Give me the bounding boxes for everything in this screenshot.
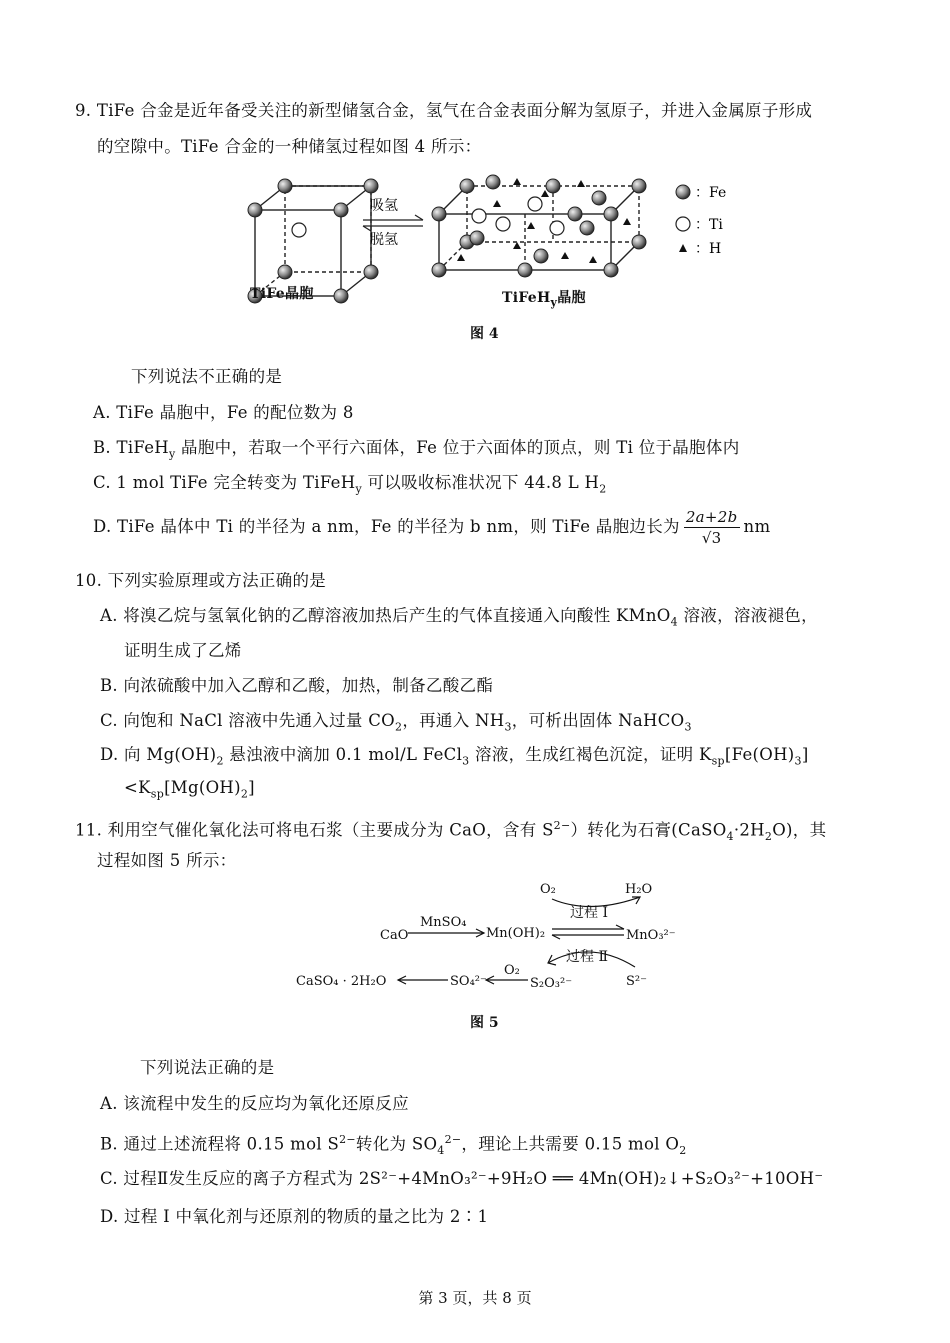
process-1-label: 过程 Ⅰ [570,905,608,921]
o2-bottom-label: O₂ [504,963,520,978]
mnoh2-label: Mn(OH)₂ [486,926,546,941]
figure-5-process-diagram [290,875,690,1005]
q11-option-b: B. 通过上述流程将 0.15 mol $S^{2-}$转化为 $SO_4^{2-}$，理论上共需要 0.15 mol $O_2$ [100,1133,687,1157]
q9-stem-line2: 的空隙中。TiFe 合金的一种储氢过程如图 4 所示： [97,137,482,156]
desorb-label: 脱氢 [370,232,398,248]
h2o-top-label: H₂O [625,882,653,897]
q10-stem: 10. 下列实验原理或方法正确的是 [75,571,327,590]
caso4-label: CaSO₄ · 2H₂O [296,974,387,989]
q11-stem-line2: 过程如图 5 所示： [97,851,237,870]
q9-option-a: A. TiFe 晶胞中，Fe 的配位数为 8 [93,403,354,422]
q10-option-c: C. 向饱和 NaCl 溶液中先通入过量 $CO_2$，再通入 $NH_3$，可析出固体 NaHCO$_3$ [100,711,692,734]
edge-length-fraction: $\frac{2a+2b}{√3}$ [685,508,738,547]
q9-option-c: C. 1 mol TiFe 完全转变为 TiFeH$_y$ 可以吸收标准状况下 44.8 L $H_2$ [93,473,607,496]
figure-5-caption: 图 5 [470,1015,499,1031]
q10-option-b: B. 向浓硫酸中加入乙醇和乙酸，加热，制备乙酸乙酯 [100,676,494,695]
q10-option-d-line1: D. 向 $Mg(OH)_2$ 悬浊液中滴加 0.1 mol/L FeCl$_3$ 溶液，生成红褐色沉淀，证明 $K_{sp}[Fe(OH)_3]$ [100,745,809,768]
tifehy-cell-label: TiFeH$_y$晶胞 [502,290,586,309]
legend-fe: ：Fe [695,185,727,201]
s2-label: S²⁻ [626,974,647,989]
mnso4-label: MnSO₄ [420,915,467,930]
q11-option-c: C. 过程Ⅱ发生反应的离子方程式为 2S²⁻+4MnO₃²⁻+9H₂O ══ 4Mn(OH)₂↓+S₂O₃²⁻+10OH⁻ [100,1169,824,1188]
figure-4-caption: 图 4 [470,326,499,342]
q9-option-d: D. TiFe 晶体中 Ti 的半径为 a nm，Fe 的半径为 b nm，则 TiFe 晶胞边长为 $\frac{2a+2b}{√3}$ nm [93,508,771,547]
q9-stem-line1: 9. TiFe 合金是近年备受关注的新型储氢合金，氢气在合金表面分解为氢原子，并进入金属原子形成 [75,101,813,120]
tife-cell [255,186,371,296]
so4-label: SO₄²⁻ [450,974,487,989]
q9-prompt: 下列说法不正确的是 [131,367,283,386]
q11-option-d: D. 过程 Ⅰ 中氧化剂与还原剂的物质的量之比为 2∶1 [100,1207,489,1226]
tife-cell-label: TiFe晶胞 [250,286,314,302]
q10-option-d-line2: $<K_{sp}[Mg(OH)_2]$ [124,778,255,801]
q10-option-a-line1: A. 将溴乙烷与氢氧化钠的乙醇溶液加热后产生的气体直接通入向酸性 KMnO$_4$ 溶液，溶液褪色， [100,606,818,629]
cao-label: CaO [380,928,409,943]
process-2-label: 过程 Ⅱ [566,949,608,965]
page-footer: 第 3 页，共 8 页 [418,1289,532,1307]
q11-prompt: 下列说法正确的是 [140,1058,275,1077]
mno3-label: MnO₃²⁻ [626,928,676,943]
legend-ti: ：Ti [695,217,723,233]
q9-option-b: B. TiFeH$_y$ 晶胞中，若取一个平行六面体，Fe 位于六面体的顶点，则 Ti 位于晶胞体内 [93,438,740,461]
o2-top-label: O₂ [540,882,556,897]
q11-option-a: A. 该流程中发生的反应均为氧化还原反应 [100,1094,409,1113]
legend-h: ：H [695,241,722,257]
q10-option-a-line2: 证明生成了乙烯 [124,641,242,660]
absorb-label: 吸氢 [370,198,398,214]
s2o3-label: S₂O₃²⁻ [530,976,573,991]
q11-stem-line1: 11. 利用空气催化氧化法可将电石浆（主要成分为 CaO，含有 $S^{2-}$）转化为石膏$(CaSO_4\cdot 2H_2O)$，其 [75,819,827,843]
